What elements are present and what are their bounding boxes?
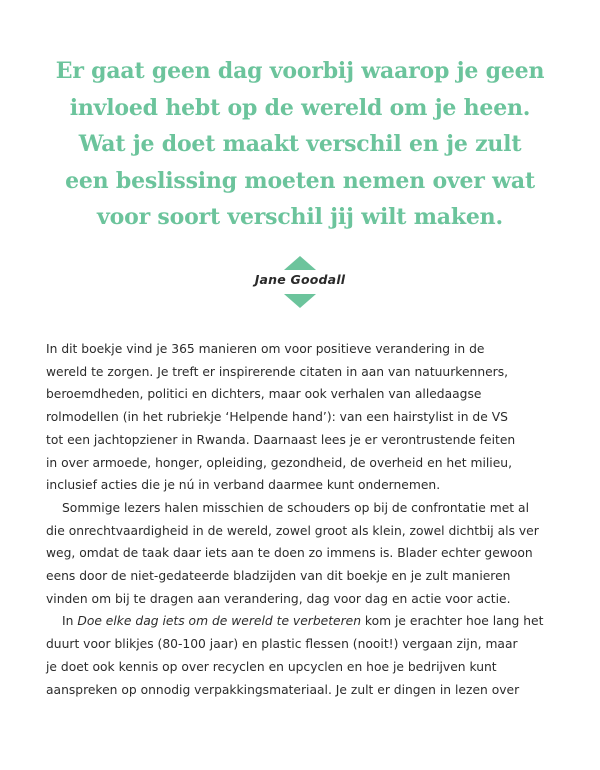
text-line: aanspreken op onnodig verpakkingsmateriaal. Je zult er dingen in lezen over: [46, 682, 520, 697]
text-fragment: kom je erachter hoe lang het: [361, 614, 544, 629]
text-line: tot een jachtopziener in Rwanda. Daarnaast lees je er verontrustende feiten: [46, 432, 516, 447]
quote-line: Er gaat geen dag voorbij waarop je geen: [55, 58, 545, 84]
quote-line: een beslissing moeten nemen over wat: [65, 167, 535, 194]
text-line: vinden om bij te dragen aan verandering, dag voor dag en actie voor actie.: [46, 591, 511, 606]
text-line: beroemdheden, politici en dichters, maar ook verhalen van alledaagse: [46, 387, 482, 402]
text-line: rolmodellen (in het rubriekje ‘Helpende hand’): van een hairstylist in de VS: [46, 410, 508, 425]
triangle-up-icon: [284, 256, 316, 270]
quote-line: voor soort verschil jij wilt maken.: [97, 204, 503, 230]
text-line: eens door de niet-gedateerde bladzijden van dit boekje en je zult manieren: [46, 569, 511, 584]
triangle-down-icon: [284, 294, 316, 308]
text-line: in over armoede, honger, opleiding, gezondheid, de overheid en het milieu,: [46, 455, 512, 470]
quote-attribution: [200, 252, 400, 312]
quote-author: Jane Goodall: [254, 272, 346, 287]
book-title: Doe elke dag iets om de wereld te verbeteren: [77, 614, 361, 629]
text-line: duurt voor blikjes (80-100 jaar) en plastic flessen (nooit!) vergaan zijn, maar: [46, 637, 518, 652]
text-line: weg, omdat de taak daar iets aan te doen zo immens is. Blader echter gewoon: [46, 546, 533, 561]
text-line: die onrechtvaardigheid in de wereld, zowel groot als klein, zowel dichtbij als ver: [46, 523, 539, 538]
text-line: je doet ook kennis op over recyclen en upcyclen en hoe je bedrijven kunt: [46, 659, 497, 674]
text-fragment: In: [62, 614, 78, 629]
text-line: wereld te zorgen. Je treft er inspirerende citaten in aan van natuurkenners,: [46, 364, 509, 379]
quote-line: Wat je doet maakt verschil en je zult: [78, 131, 522, 157]
text-line: inclusief acties die je nú in verband daarmee kunt ondernemen.: [46, 478, 441, 493]
text-line: Sommige lezers halen misschien de schouders op bij de confrontatie met al: [62, 500, 529, 515]
paragraph-1: [46, 338, 566, 497]
quote-line: invloed hebt op de wereld om je heen.: [69, 94, 531, 121]
paragraph-3: [46, 610, 566, 701]
text-line: In dit boekje vind je 365 manieren om voor positieve verandering in de: [46, 342, 485, 356]
text-line: [46, 610, 566, 633]
body-text: [46, 338, 566, 701]
paragraph-2: [46, 497, 566, 611]
pull-quote: [30, 53, 570, 236]
